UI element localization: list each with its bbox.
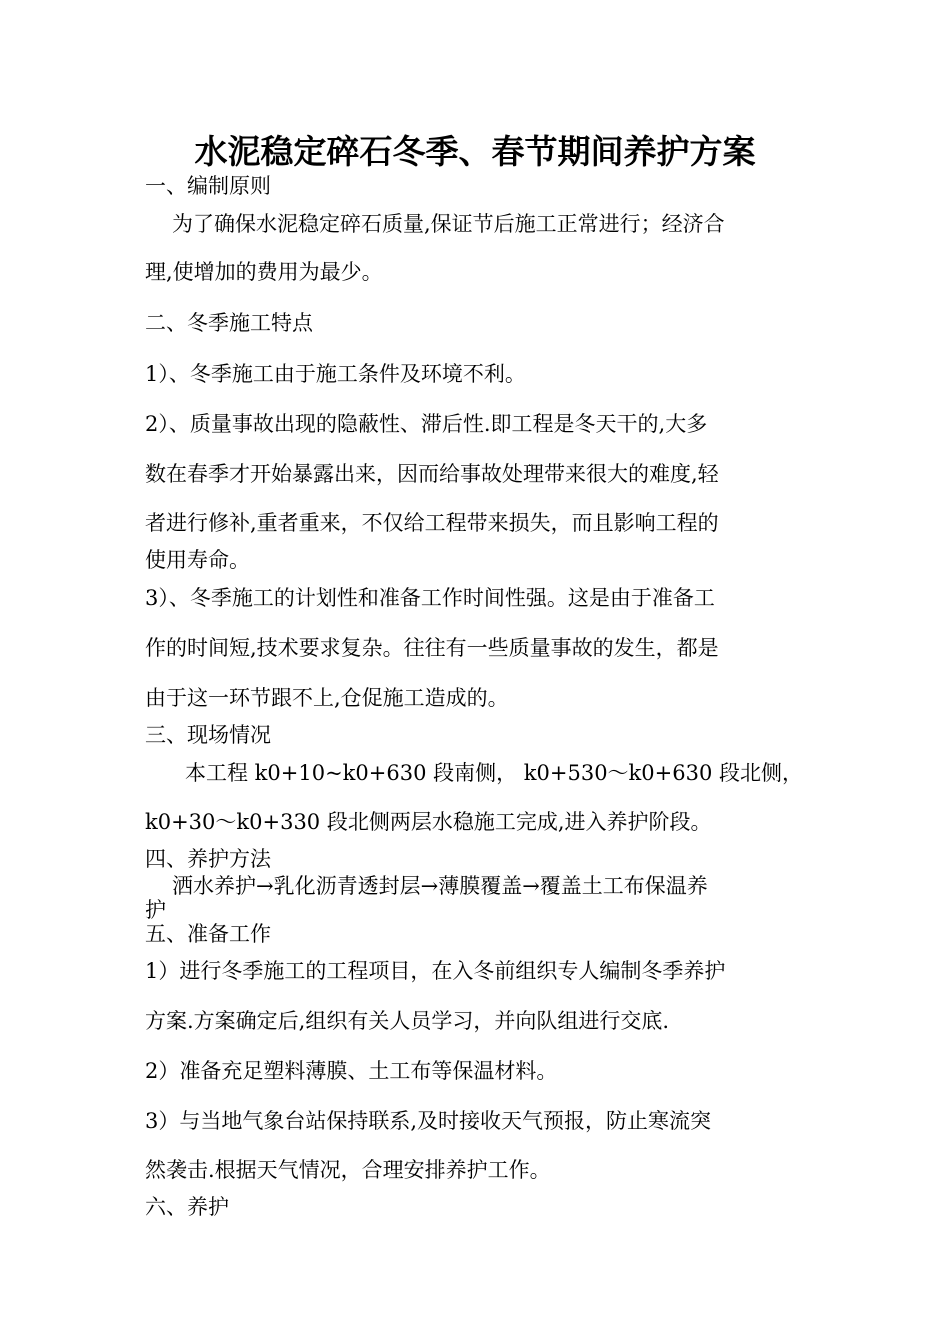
paragraph-line: 2）准备充足塑料薄膜、土工布等保温材料。 (145, 1059, 558, 1083)
paragraph-line: 理,使增加的费用为最少。 (145, 260, 383, 284)
paragraph-line: 数在春季才开始暴露出来，因而给事故处理带来很大的难度,轻 (145, 462, 719, 486)
section-heading-preparation: 五、准备工作 (145, 922, 271, 946)
paragraph-line: k0+30～k0+330 段北侧两层水稳施工完成,进入养护阶段。 (145, 810, 712, 834)
paragraph-line: 本工程 k0+10~k0+630 段南侧， k0+530～k0+630 段北侧， (185, 761, 803, 785)
paragraph-line: 1）、冬季施工由于施工条件及环境不利。 (145, 362, 526, 386)
section-heading-winter-features: 二、冬季施工特点 (145, 311, 313, 335)
paragraph-line: 护 (145, 898, 166, 922)
paragraph-line: 3）与当地气象台站保持联系,及时接收天气预报，防止寒流突 (145, 1109, 712, 1133)
paragraph-line: 由于这一环节跟不上,仓促施工造成的。 (145, 686, 509, 710)
paragraph-line: 为了确保水泥稳定碎石质量,保证节后施工正常进行；经济合 (172, 212, 725, 236)
section-heading-curing-method: 四、养护方法 (145, 847, 271, 871)
document-title: 水泥稳定碎石冬季、春节期间养护方案 (194, 132, 756, 171)
section-heading-principles: 一、编制原则 (145, 174, 271, 198)
paragraph-line: 作的时间短,技术要求复杂。往往有一些质量事故的发生，都是 (145, 636, 719, 660)
paragraph-line: 洒水养护→乳化沥青透封层→薄膜覆盖→覆盖土工布保温养 (172, 874, 708, 898)
paragraph-line: 使用寿命。 (145, 548, 250, 572)
paragraph-line: 然袭击.根据天气情况，合理安排养护工作。 (145, 1158, 551, 1182)
paragraph-line: 方案.方案确定后,组织有关人员学习，并向队组进行交底. (145, 1009, 670, 1033)
paragraph-line: 3）、冬季施工的计划性和准备工作时间性强。这是由于准备工 (145, 586, 715, 610)
paragraph-line: 者进行修补,重者重来，不仅给工程带来损失，而且影响工程的 (145, 511, 719, 535)
paragraph-line: 1）进行冬季施工的工程项目，在入冬前组织专人编制冬季养护 (145, 959, 726, 983)
paragraph-line: 2）、质量事故出现的隐蔽性、滞后性.即工程是冬天干的,大多 (145, 412, 708, 436)
section-heading-curing: 六、养护 (145, 1195, 229, 1219)
section-heading-site-situation: 三、现场情况 (145, 723, 271, 747)
